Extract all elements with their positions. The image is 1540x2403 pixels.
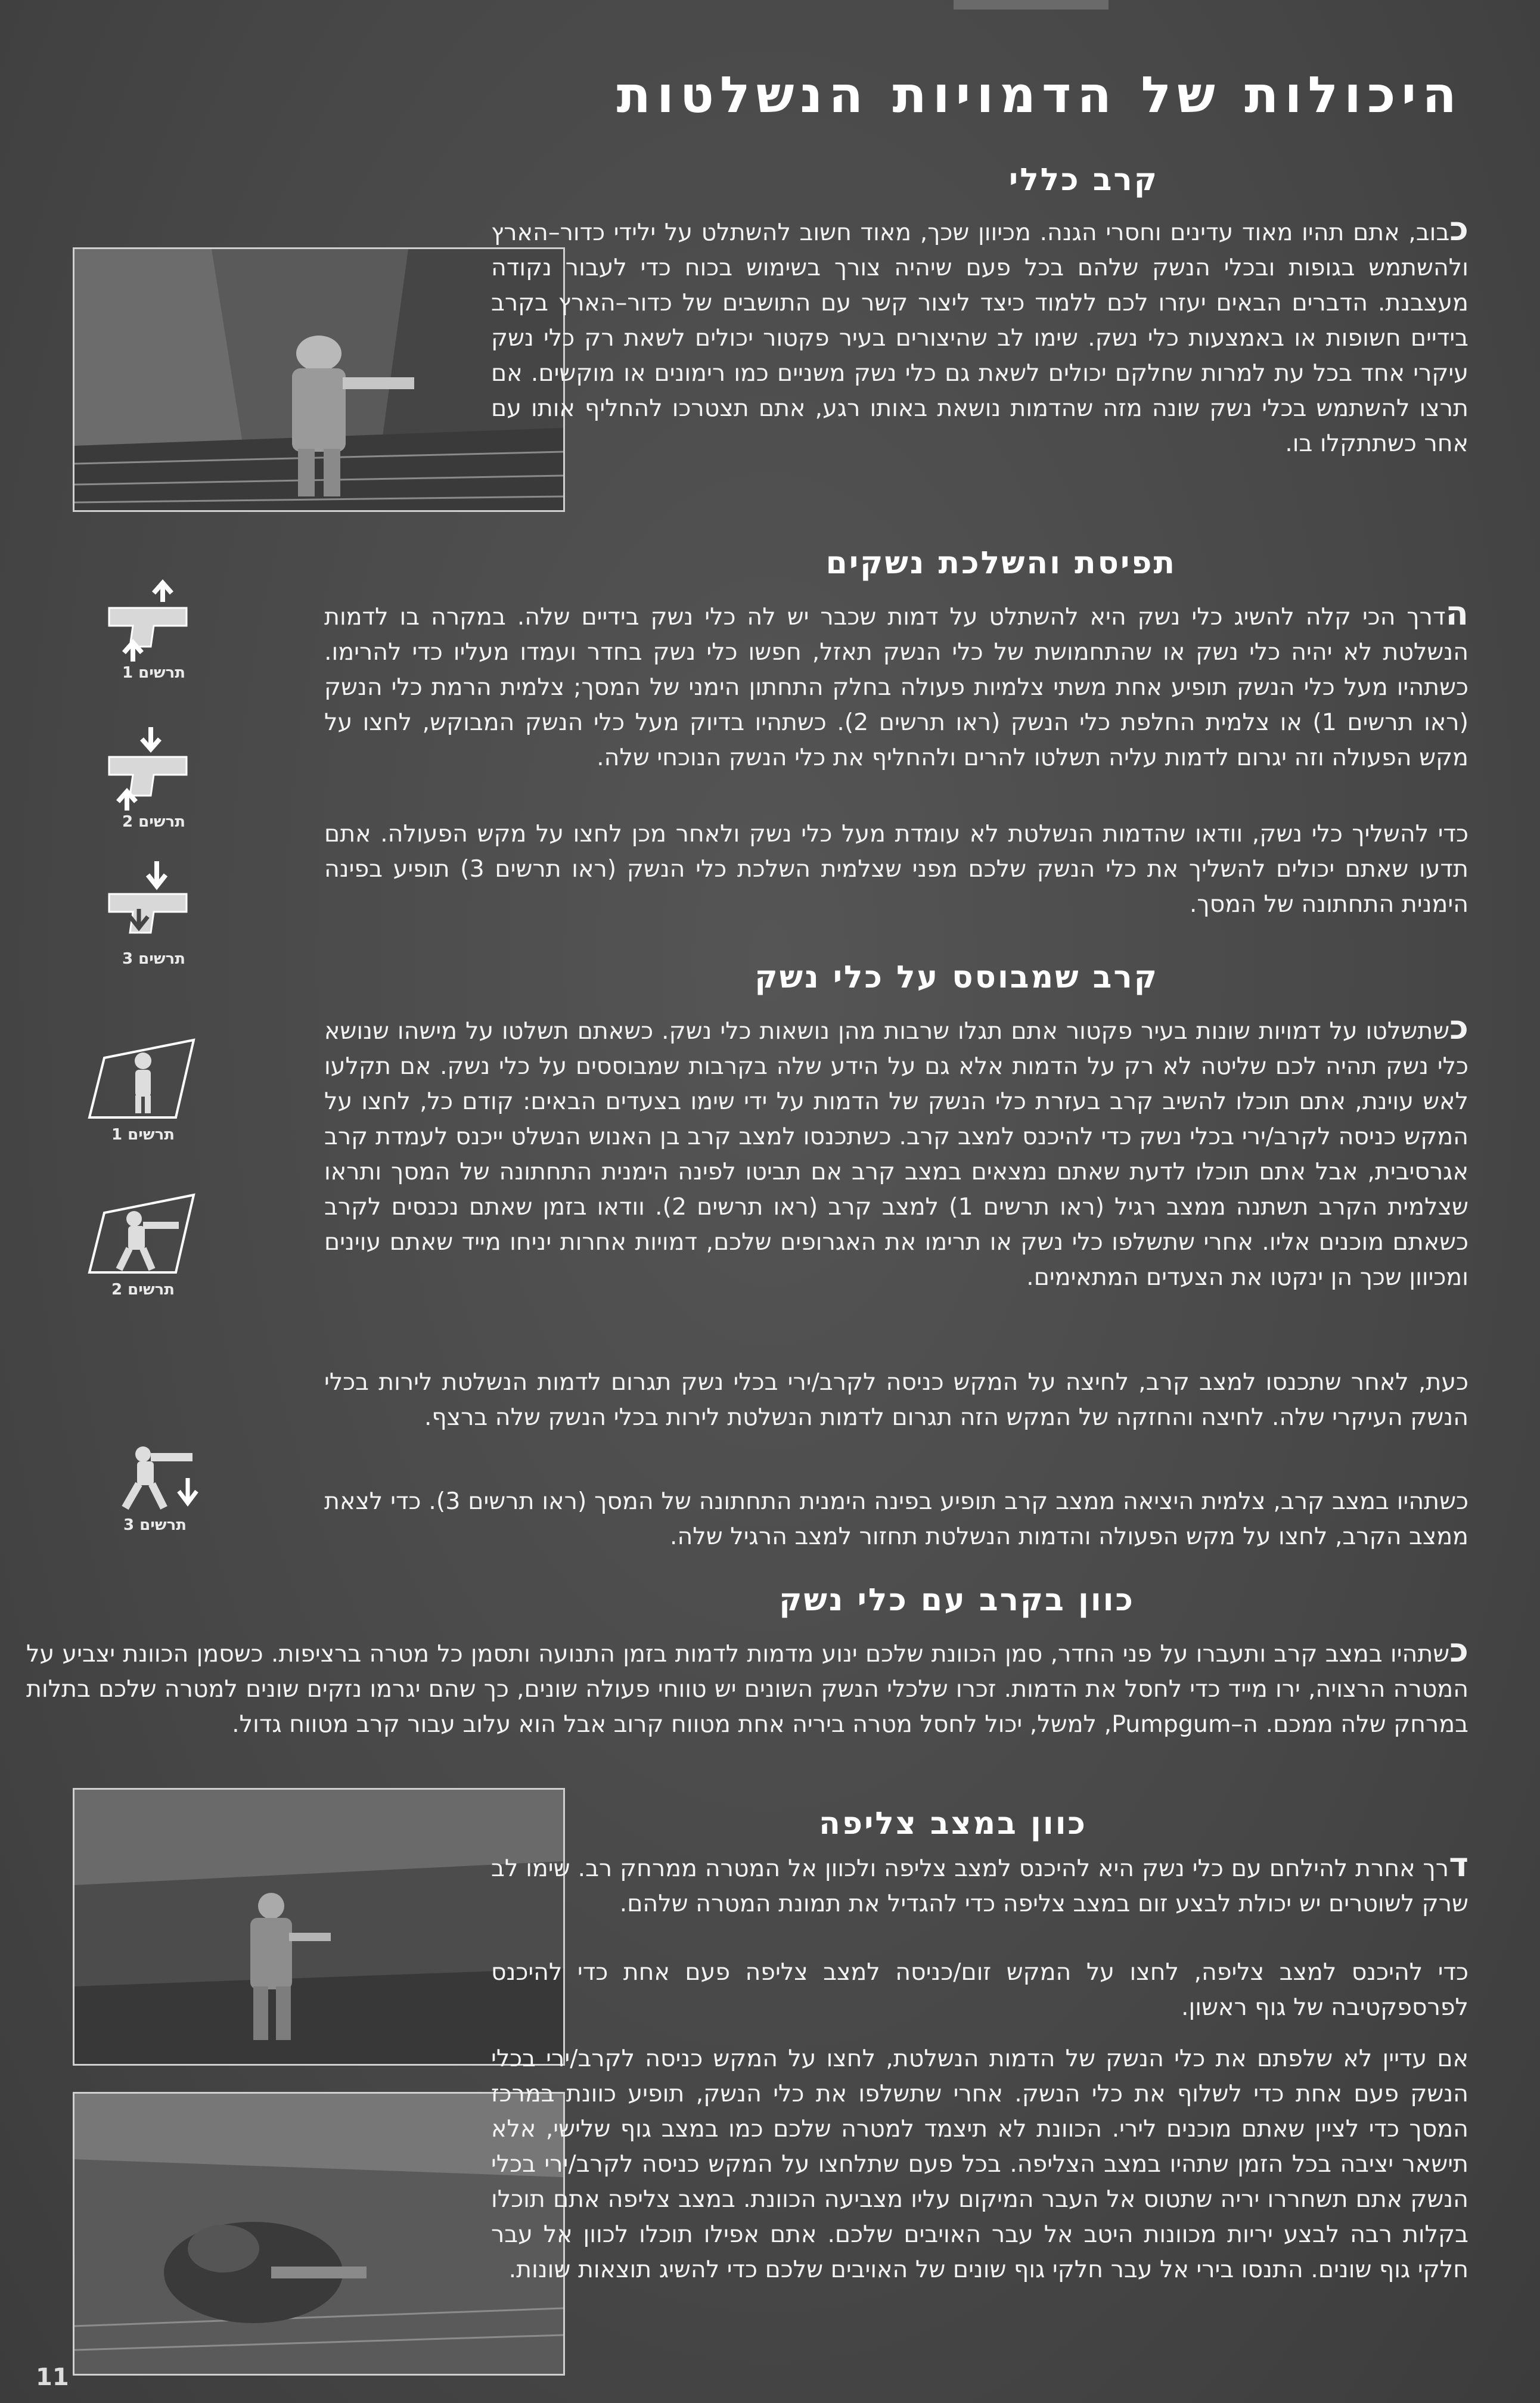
figure-pickup-1	[94, 572, 213, 682]
figure-caption: תרשים 1	[111, 1126, 175, 1144]
aiming-paragraph: כשתהיו במצב קרב ותעברו על פני החדר, סמן הכוונת שלכם ינוע מדמות לדמות בזמן התנועה ותסמן כל מטרה ברציפות. כשסמן הכוונת יצביע על המטרה הרצויה, ירו מייד כדי לחסל את הדמות. זכרו שלכלי הנשק השונים יש טווחי פעולה שונים, כך שהם יגרמו נזקים שונים למטרה שלכם בתלות במרחק שלה ממכם. ה–Pumpgum, למשל, יכול לחסל מטרה ביריה אחת מטווח קרוב אבל הוא עלוב עבור קרב מטווח גדול.	[26, 1631, 1468, 1738]
section-title-sniper: כוון במצב צליפה	[819, 1806, 1087, 1842]
sniper-paragraph-3: אם עדיין לא שלפתם את כלי הנשק של הדמות הנשלטת, לחצו על המקש כניסה לקרב/ירי בכלי הנשק פעם אחת כדי לשלוף את כלי הנשק. אחרי שתשלפו את כלי הנשק, תופיע כוונת במרכז המסך כדי לציין שאתם מוכנים לירי. הכוונת לא תיצמד למטרה שלכם כמו במצב גוף שלישי, אלא תישאר יציבה בכל הזמן שתהיו במצב הצליפה. בכל פעם שתלחצו על המקש כניסה לקרב/ירי בכלי הנשק אתם תשחררו יריה שתטוס אל העבר המיקום עליו מצביעה הכוונת. במצב צליפה אתם תוכלו בקלות רבה לבצע יריות מכוונות היטב אל עבר האויבים שלכם. אתם אפילו תוכלו לכוון אל עבר חלקי גוף שונים. התנסו בירי אל עבר חלקי גוף שונים של האויבים שלכם כדי להשיג תוצאות שונות.	[491, 2045, 1468, 2283]
soldier-scene-illustration	[74, 249, 563, 510]
section-title-general: קרב כללי	[1008, 162, 1159, 198]
sniper-paragraph-2: כדי להיכנס למצב צליפה, לחצו על המקש זום/כניסה למצב צליפה פעם אחת כדי להיכנס לפרספקטיבה של גוף ראשון.	[491, 1958, 1468, 2021]
sniper-closeup-illustration	[74, 2094, 563, 2374]
figure-armed-3	[95, 1424, 215, 1534]
sniper-paragraph-1: דרך אחרת להילחם עם כלי נשק היא להיכנס למצב צליפה ולכוון אל המטרה ממרחק רב. שימו לב שרק לשוטרים יש יכולת לבצע זום במצב צליפה כדי להגדיל את תמונת המטרה שלהם.	[491, 1846, 1468, 1917]
sniper-scene-illustration	[74, 1790, 563, 2064]
gun-drop-icon	[97, 858, 210, 954]
combat-mode-icon	[86, 1189, 200, 1284]
drop-cap: כ	[1449, 210, 1468, 249]
drop-cap: ה	[1445, 594, 1468, 633]
pickup-paragraph-1: הדרך הכי קלה להשיג כלי נשק היא להשתלט על דמות שכבר יש לה כלי נשק בידיים שלה. במקרה בו לדמות הנשלטת לא יהיה כלי נשק או שהתחמושת של כלי הנשק תאזל, חפשו כלי נשק בחדר ועמדו מעליו כדי להרימו. כשתהיו מעל כלי הנשק תופיע אחת משתי צלמיות פעולה בחלק התחתון הימני של המסך; צלמית הרמת כלי הנשק (ראו תרשים 1) או צלמית החלפת כלי הנשק (ראו תרשים 2). כשתהיו בדיוק מעל כלי הנשק המבוקש, לחצו על מקש הפעולה וזה יגרום לדמות עליה תשלטו להרים ולהחליף את כלי הנשק הנוכחי שלה.	[324, 594, 1468, 771]
gun-pickup-icon	[97, 572, 210, 668]
armed-paragraph-1: כשתשלטו על דמויות שונות בעיר פקטור אתם תגלו שרבות מהן נושאות כלי נשק. כשאתם תשלטו על מישהו שנושא כלי נשק תהיה לכם שליטה לא רק על הדמות אלא גם על הידע שלה בקרבות שמבוססים על כלי נשק. אם תקלעו לאש עוינת, אתם תוכלו להשיב קרב בעזרת כלי הנשק של הדמות על ידי שימו בצעדים הבאים: קודם כל, לחצו על המקש כניסה לקרב/ירי בכלי נשק כדי להיכנס למצב קרב. כשתכנסו למצב קרב בן האנוש הנשלט ייכנס לעמדת קרב אגרסיבית, אבל אתם תוכלו לדעת שאתם נמצאים במצב קרב אם תביטו לפינה הימנית התחתונה של המסך ותראו שצלמית הקרב תשתנה ממצב רגיל (ראו תרשים 1) למצב קרב (ראו תרשים 2). וודאו בזמן שאתם נכנסים לקרב כשאתם מוכנים אליו. אחרי שתשלפו כלי נשק או תרימו את האגרופים שלכם, דמויות אחרות יניחו מייד שאתם עוינים ומכיוון שכך הן ינקטו את הצעדים המתאימים.	[324, 1008, 1468, 1291]
page-number: 11	[36, 2364, 69, 2391]
figure-caption: תרשים 2	[122, 813, 186, 831]
figure-armed-1	[83, 1034, 203, 1144]
normal-mode-icon	[86, 1034, 200, 1129]
figure-caption: תרשים 3	[122, 950, 186, 968]
drop-cap: כ	[1449, 1631, 1468, 1670]
figure-caption: תרשים 2	[111, 1281, 175, 1299]
section-title-armed: קרב שמבוסס על כלי נשק	[755, 960, 1159, 995]
page-title: היכולות של הדמויות הנשלטות	[616, 66, 1463, 124]
gun-swap-icon	[97, 721, 210, 816]
drop-cap: כ	[1449, 1008, 1468, 1047]
pickup-paragraph-2: כדי להשליך כלי נשק, וודאו שהדמות הנשלטת לא עומדת מעל כלי נשק ולאחר מכן לחצו על מקש הפעולה. אתם תדעו שאתם יכולים להשליך את כלי הנשק שלכם מפני שצלמית השלכת כלי הנשק (ראו תרשים 3) תופיע בפינה הימנית התחתונה של המסך.	[324, 820, 1469, 918]
armed-paragraph-3: כשתהיו במצב קרב, צלמית היציאה ממצב קרב תופיע בפינה הימנית התחתונה של המסך (ראו תרשים 3). כדי לצאת ממצב הקרב, לחצו על מקש הפעולה והדמות הנשלטת תחזור למצב הרגיל שלה.	[324, 1488, 1468, 1550]
section-title-aiming: כוון בקרב עם כלי נשק	[779, 1582, 1135, 1618]
figure-caption: תרשים 1	[122, 664, 186, 682]
drop-cap: ד	[1449, 1846, 1468, 1884]
figure-pickup-2	[94, 721, 213, 831]
figure-armed-2	[83, 1189, 203, 1299]
general-paragraph: כבוב, אתם תהיו מאוד עדינים וחסרי הגנה. מכיוון שכך, מאוד חשוב להשתלט על ילידי כדור–הארץ ולהשתמש בגופות ובכלי הנשק שלהם בכל פעם שיהיה צורך בשימוש בכוח כדי לעבור נקודה מעצבנת. הדברים הבאים יעזרו לכם ללמוד כיצד ליצור קשר עם התושבים של כדור–הארץ בקרב בידיים חשופות או באמצעות כלי נשק. שימו לב שהיצורים בעיר פקטור יכולים לשאת רק כלי נשק עיקרי אחד בכל עת למרות שחלקם יכולים לשאת גם כלי נשק משניים כמו רימונים או מוקשים. אם תרצו להשתמש בכלי נשק שונה מזה שהדמות נושאת באותו רגע, אתם תצטרכו להחליף אותו עם אחר כשתתקלו בו.	[491, 210, 1468, 457]
exit-combat-icon	[98, 1424, 212, 1520]
section-title-pickup: תפיסת והשלכת נשקים	[825, 545, 1176, 581]
armed-paragraph-2: כעת, לאחר שתכנסו למצב קרב, לחיצה על המקש כניסה לקרב/ירי בכלי נשק תגרום לדמות הנשלטת לירות בכלי הנשק העיקרי שלה. לחיצה והחזקה של המקש הזה תגרום לדמות הנשלטת לירות בכלי הנשק שלה ברצף.	[324, 1368, 1468, 1431]
scan-tab-mark	[954, 0, 1109, 10]
figure-pickup-3	[94, 858, 213, 968]
figure-caption: תרשים 3	[123, 1516, 187, 1534]
